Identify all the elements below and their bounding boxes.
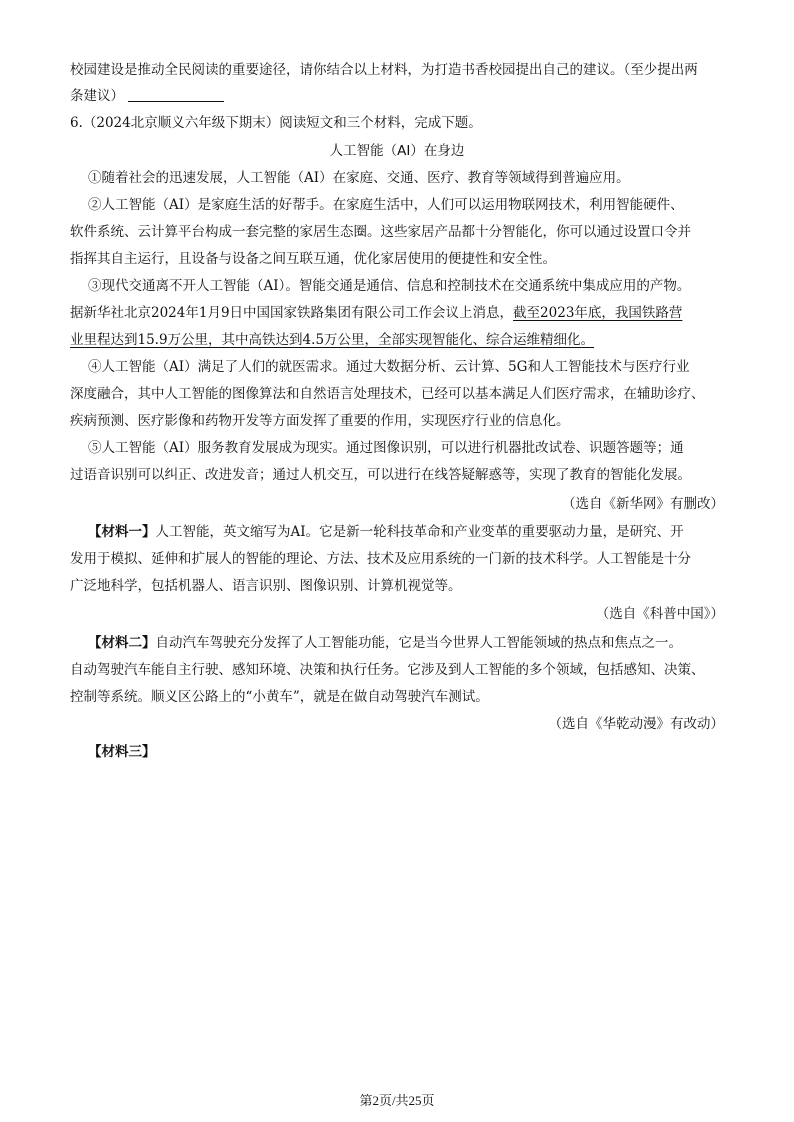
paragraph-3-line-2 bbox=[70, 303, 730, 323]
intro-line-2-text: 条建议） bbox=[70, 88, 124, 104]
answer-blank[interactable] bbox=[128, 87, 224, 102]
material-1-source: （选自《科普中国》） bbox=[595, 606, 724, 622]
material-1-line-2: 发用于模拟、延伸和扩展人的智能的理论、方法、技术及应用系统的一门新的技术科学。人工智能是十分 bbox=[70, 551, 691, 567]
page-number: 第2页/共25页 bbox=[359, 1093, 435, 1108]
paragraph-3-underlined-start: 截至2023年底，我国铁路营 bbox=[513, 305, 683, 321]
paragraph-3-line-2-plain: 据新华社北京2024年1月9日中国国家铁路集团有限公司工作会议上消息， bbox=[70, 305, 514, 321]
material-1-label: 【材料一】 bbox=[88, 524, 156, 540]
paragraph-2-line-2: 软件系统、云计算平台构成一套完整的家居生态圈。这些家居产品都十分智能化，你可以通过设置口令并 bbox=[70, 224, 691, 240]
paragraph-2-line-1: ②人工智能（AI）是家庭生活的好帮手。在家庭生活中，人们可以运用物联网技术，利用智能硬件、 bbox=[88, 197, 684, 213]
material-1-line-1-text: 人工智能，英文缩写为AI。它是新一轮科技革命和产业变革的重要驱动力量，是研究、开 bbox=[155, 524, 684, 540]
paragraph-3-line-1: ③现代交通离不开人工智能（AI）。智能交通是通信、信息和控制技术在交通系统中集成应用的产物。 bbox=[88, 278, 691, 294]
material-2-line-1-text: 自动汽车驾驶充分发挥了人工智能功能，它是当今世界人工智能领域的热点和焦点之一。 bbox=[155, 635, 682, 651]
paragraph-5-line-1: ⑤人工智能（AI）服务教育发展成为现实。通过图像识别，可以进行机器批改试卷、识题答题等；通 bbox=[88, 440, 684, 456]
paragraph-5-line-2: 过语音识别可以纠正、改进发音；通过人机交互，可以进行在线答疑解惑等，实现了教育的智能化发展。 bbox=[70, 467, 691, 483]
paragraph-2-line-3: 指挥其自主运行，且设备与设备之间互联互通，优化家居使用的便捷性和安全性。 bbox=[70, 251, 556, 267]
paragraph-1: ①随着社会的迅速发展，人工智能（AI）在家庭、交通、医疗、教育等领域得到普遍应用。 bbox=[88, 170, 630, 186]
material-3-label: 【材料三】 bbox=[88, 744, 156, 760]
material-1-line-1 bbox=[88, 522, 728, 542]
intro-line-1: 校园建设是推动全民阅读的重要途径，请你结合以上材料，为打造书香校园提出自己的建议。（至少提出两 bbox=[70, 62, 698, 78]
paragraph-4-line-1: ④人工智能（AI）满足了人们的就医需求。通过大数据分析、云计算、5G和人工智能技术与医疗行业 bbox=[88, 359, 690, 375]
paragraph-4-line-2: 深度融合，其中人工智能的图像算法和自然语言处理技术，已经可以基本满足人们医疗需求，在辅助诊疗、 bbox=[70, 386, 705, 402]
material-1-line-3: 广泛地科学，包括机器人、语言识别、图像识别、计算机视觉等。 bbox=[70, 578, 462, 594]
material-2-label: 【材料二】 bbox=[88, 635, 156, 651]
material-2-line-3: 控制等系统。顺义区公路上的“小黄车”，就是在做自动驾驶汽车测试。 bbox=[70, 689, 489, 705]
material-2-line-2: 自动驾驶汽车能自主行驶、感知环境、决策和执行任务。它涉及到人工智能的多个领域，包括感知、决策、 bbox=[70, 662, 705, 678]
article-source: （选自《新华网》有删改） bbox=[562, 496, 724, 512]
paragraph-3-line-3-underlined: 业里程达到15.9万公里，其中高铁达到4.5万公里，全部实现智能化、综合运维精细化。 bbox=[70, 332, 595, 348]
material-2-source: （选自《华乾动漫》有改动） bbox=[548, 716, 724, 732]
paragraph-4-line-3: 疾病预测、医疗影像和药物开发等方面发挥了重要的作用，实现医疗行业的信息化。 bbox=[70, 413, 570, 429]
article-title: 人工智能（AI）在身边 bbox=[329, 143, 465, 159]
intro-line-2 bbox=[70, 86, 730, 106]
material-2-line-1 bbox=[88, 633, 728, 653]
question-number-line: 6.（2024北京顺义六年级下期末）阅读短文和三个材料，完成下题。 bbox=[70, 115, 482, 131]
